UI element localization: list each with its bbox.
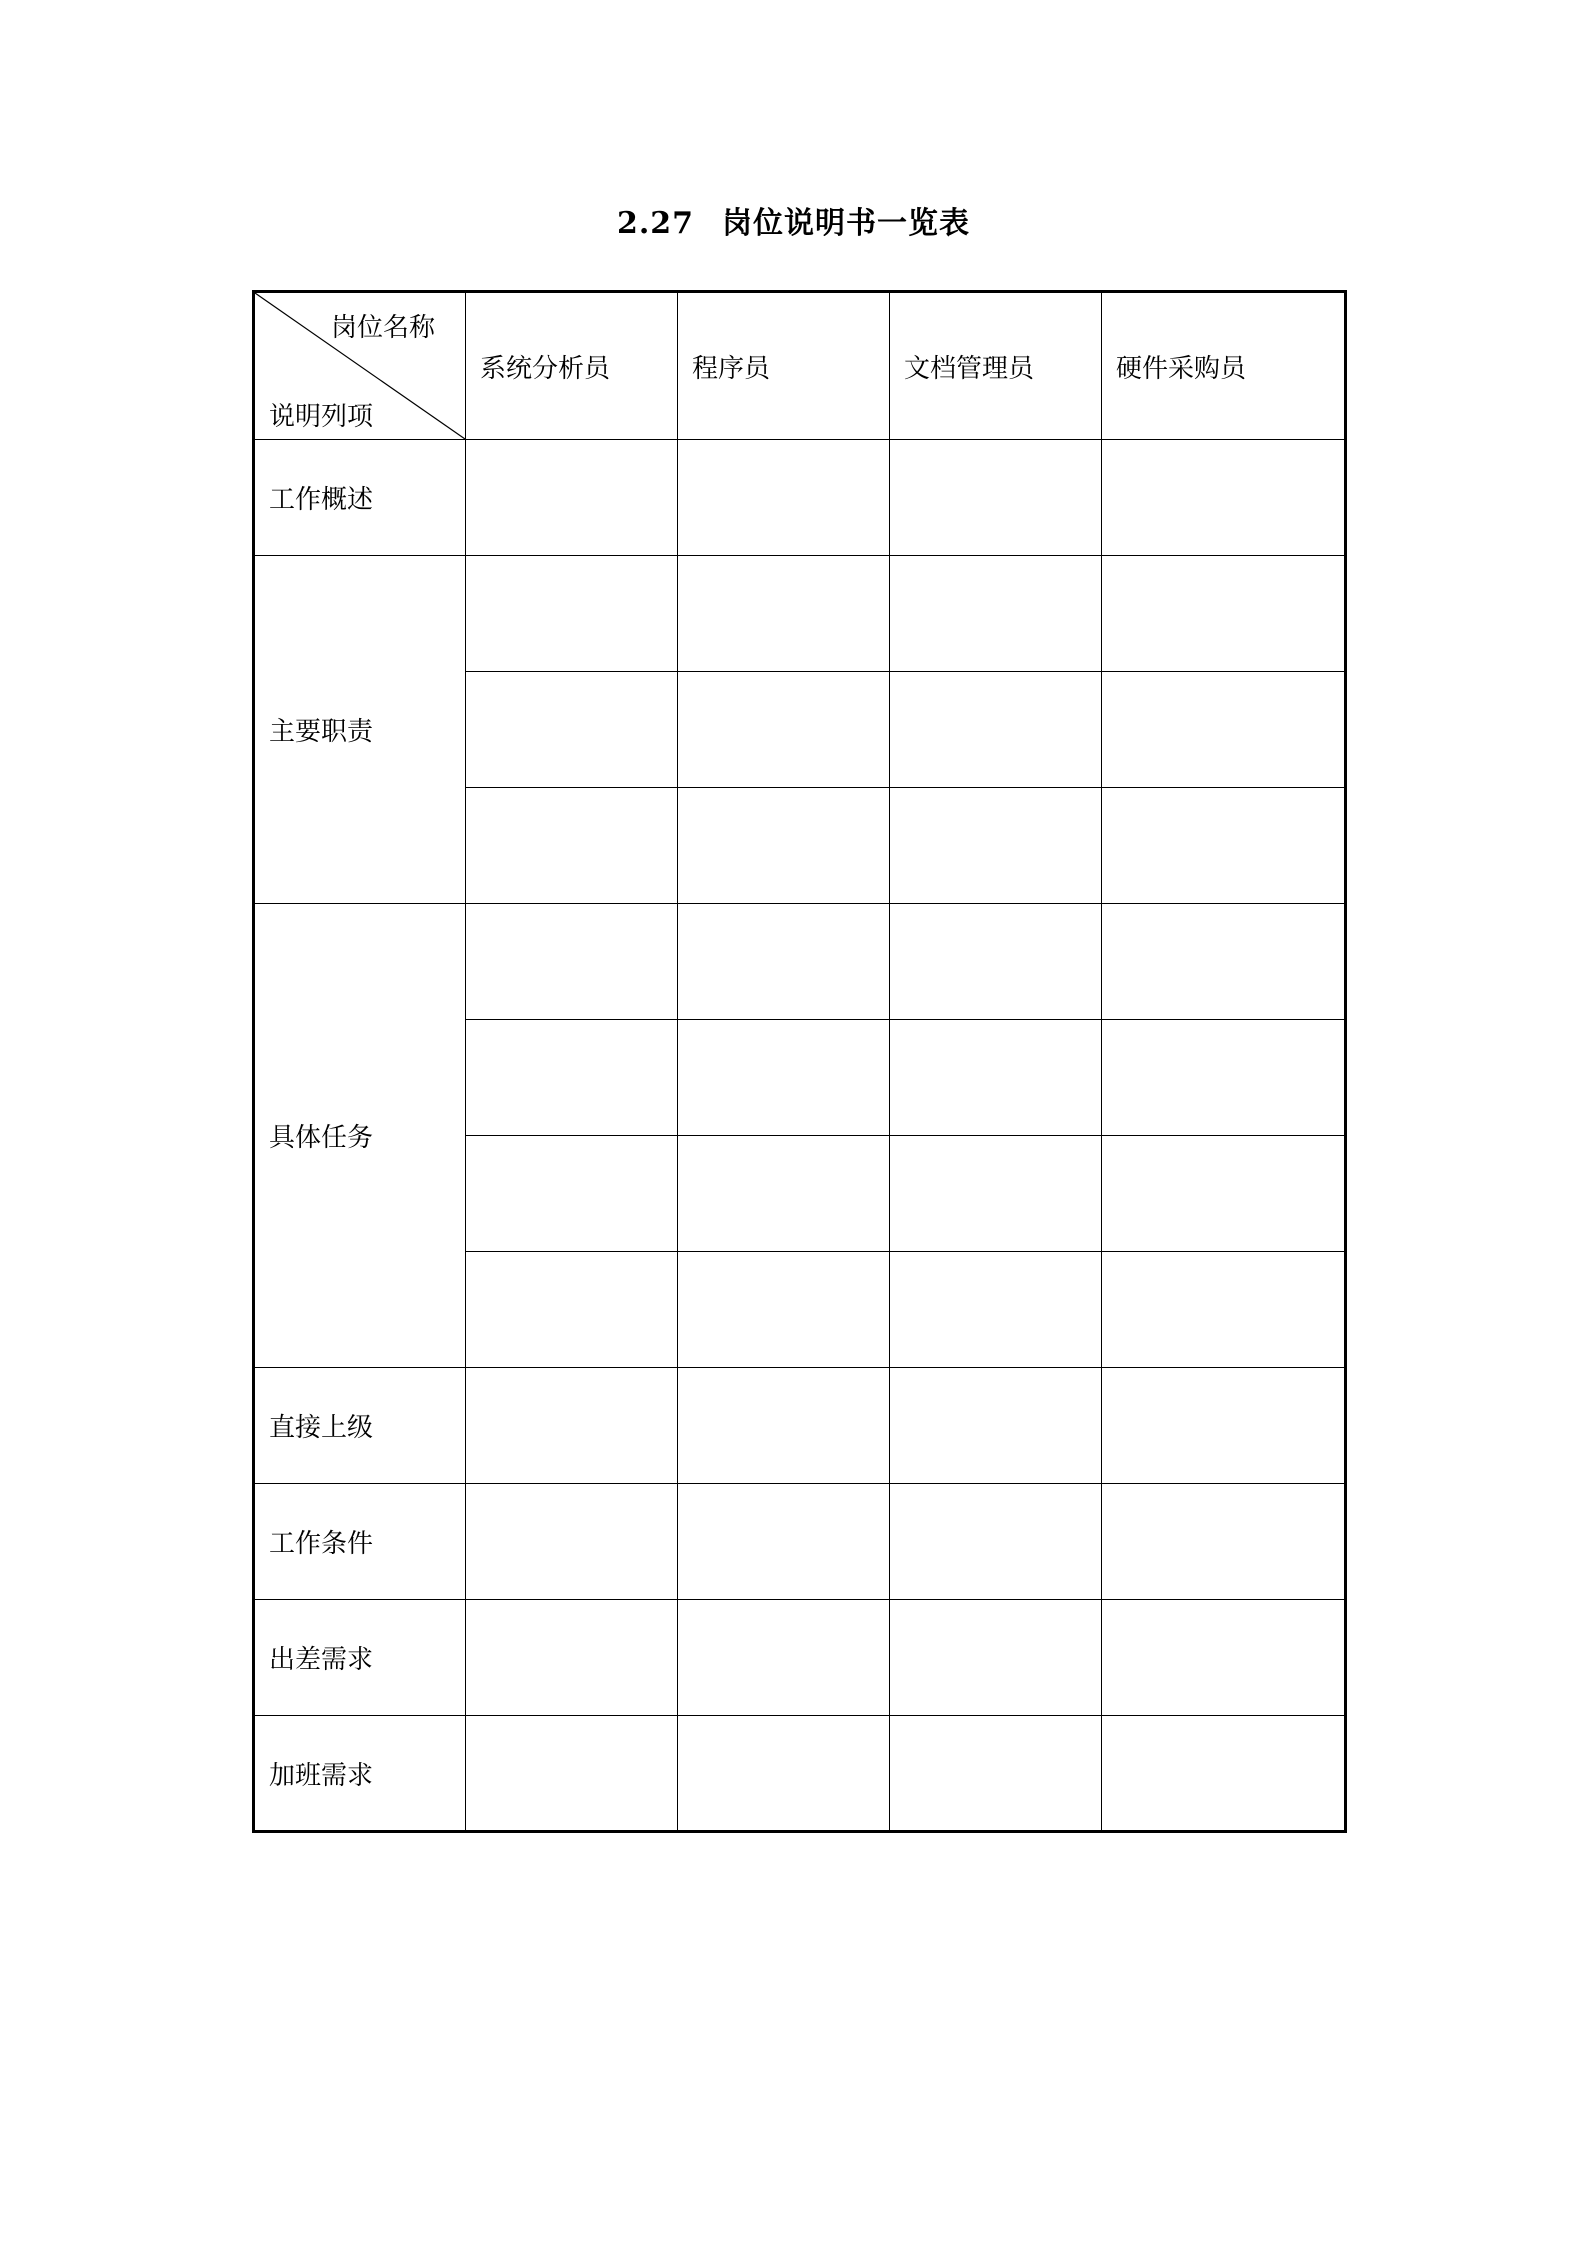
- table-row: [254, 904, 1346, 1020]
- blank-entry-cell[interactable]: [1102, 904, 1346, 1020]
- position-header-cell: 程序员: [678, 292, 890, 440]
- blank-entry-cell[interactable]: [678, 556, 890, 672]
- blank-entry-cell[interactable]: [1102, 1020, 1346, 1136]
- table-row: [254, 1368, 1346, 1484]
- blank-entry-cell[interactable]: [678, 672, 890, 788]
- blank-entry-cell[interactable]: [1102, 1484, 1346, 1600]
- table-row: [254, 1716, 1346, 1832]
- blank-entry-cell[interactable]: [890, 1020, 1102, 1136]
- title-number: 2.27: [616, 206, 695, 241]
- row-label-cell: 工作条件: [254, 1484, 466, 1600]
- blank-entry-cell[interactable]: [466, 1020, 678, 1136]
- blank-entry-cell[interactable]: [1102, 1136, 1346, 1252]
- corner-top-label: 岗位名称: [330, 313, 435, 343]
- row-label-cell: 加班需求: [254, 1716, 466, 1832]
- blank-entry-cell[interactable]: [466, 1252, 678, 1368]
- blank-entry-cell[interactable]: [890, 1600, 1102, 1716]
- row-label-cell: 直接上级: [254, 1368, 466, 1484]
- corner-header-cell: [254, 292, 466, 440]
- row-label-cell: 工作概述: [254, 440, 466, 556]
- table-row: [254, 556, 1346, 672]
- blank-entry-cell[interactable]: [1102, 672, 1346, 788]
- blank-entry-cell[interactable]: [890, 672, 1102, 788]
- blank-entry-cell[interactable]: [678, 1368, 890, 1484]
- blank-entry-cell[interactable]: [466, 1600, 678, 1716]
- blank-entry-cell[interactable]: [678, 1716, 890, 1832]
- blank-entry-cell[interactable]: [678, 1020, 890, 1136]
- position-header-cell: 硬件采购员: [1102, 292, 1346, 440]
- corner-bottom-label: 说明列项: [269, 402, 374, 432]
- row-label-cell: 出差需求: [254, 1600, 466, 1716]
- blank-entry-cell[interactable]: [466, 556, 678, 672]
- blank-entry-cell[interactable]: [466, 672, 678, 788]
- blank-entry-cell[interactable]: [890, 440, 1102, 556]
- blank-entry-cell[interactable]: [1102, 1252, 1346, 1368]
- blank-entry-cell[interactable]: [890, 904, 1102, 1020]
- blank-entry-cell[interactable]: [678, 440, 890, 556]
- blank-entry-cell[interactable]: [1102, 1368, 1346, 1484]
- blank-entry-cell[interactable]: [1102, 440, 1346, 556]
- table-row: [254, 1600, 1346, 1716]
- table-row: [254, 1484, 1346, 1600]
- table-row: [254, 440, 1346, 556]
- row-label-cell: 具体任务: [254, 904, 466, 1368]
- blank-entry-cell[interactable]: [890, 1484, 1102, 1600]
- blank-entry-cell[interactable]: [890, 788, 1102, 904]
- blank-entry-cell[interactable]: [678, 788, 890, 904]
- blank-entry-cell[interactable]: [1102, 1600, 1346, 1716]
- title-text: 岗位说明书一览表: [722, 206, 971, 241]
- blank-entry-cell[interactable]: [678, 904, 890, 1020]
- blank-entry-cell[interactable]: [678, 1136, 890, 1252]
- blank-entry-cell[interactable]: [466, 1136, 678, 1252]
- blank-entry-cell[interactable]: [466, 440, 678, 556]
- blank-entry-cell[interactable]: [1102, 1716, 1346, 1832]
- position-header-cell: 文档管理员: [890, 292, 1102, 440]
- blank-entry-cell[interactable]: [466, 788, 678, 904]
- page-title: [0, 198, 1587, 242]
- job-description-table: [252, 290, 1347, 1833]
- blank-entry-cell[interactable]: [1102, 788, 1346, 904]
- blank-entry-cell[interactable]: [466, 1368, 678, 1484]
- blank-entry-cell[interactable]: [890, 1716, 1102, 1832]
- blank-entry-cell[interactable]: [678, 1484, 890, 1600]
- blank-entry-cell[interactable]: [466, 904, 678, 1020]
- blank-entry-cell[interactable]: [890, 556, 1102, 672]
- position-header-cell: 系统分析员: [466, 292, 678, 440]
- blank-entry-cell[interactable]: [890, 1252, 1102, 1368]
- row-label-cell: 主要职责: [254, 556, 466, 904]
- blank-entry-cell[interactable]: [890, 1136, 1102, 1252]
- blank-entry-cell[interactable]: [890, 1368, 1102, 1484]
- blank-entry-cell[interactable]: [466, 1484, 678, 1600]
- blank-entry-cell[interactable]: [678, 1600, 890, 1716]
- blank-entry-cell[interactable]: [678, 1252, 890, 1368]
- header-row: [254, 292, 1346, 440]
- table-body: [254, 292, 1346, 1832]
- blank-entry-cell[interactable]: [1102, 556, 1346, 672]
- blank-entry-cell[interactable]: [466, 1716, 678, 1832]
